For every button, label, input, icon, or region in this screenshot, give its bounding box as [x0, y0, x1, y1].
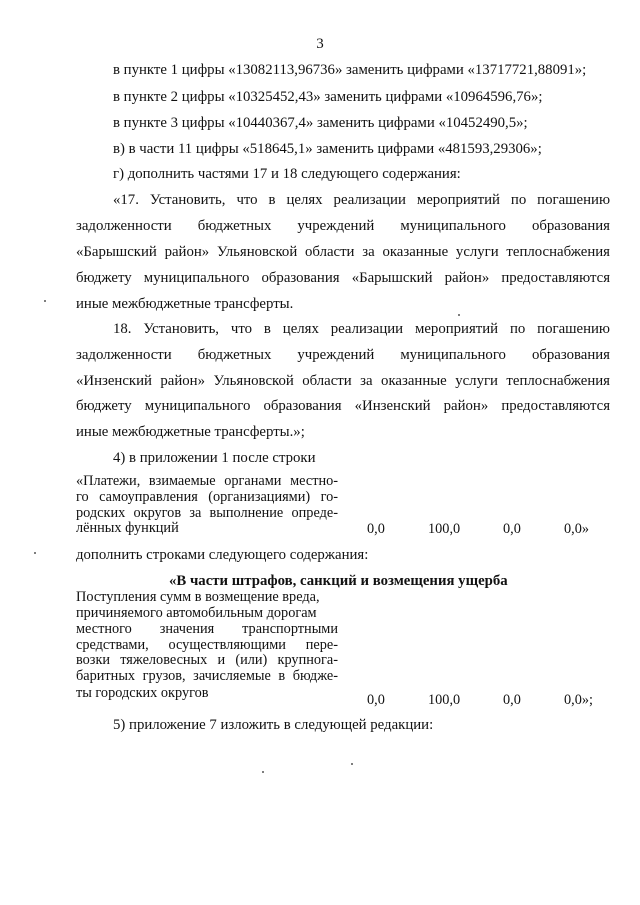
- row1-value-4: 0,0»: [564, 521, 590, 537]
- part17-line-5: иные межбюджетные трансферты.: [76, 296, 294, 312]
- row2-line-5: возки тяжеловесных и (или) крупнога-: [76, 652, 338, 668]
- row2-value-3: 0,0: [503, 692, 521, 708]
- amendment-line-3: в пункте 3 цифры «10440367,4» заменить цифрами «10452490,5»;: [113, 115, 528, 131]
- row1-value-3: 0,0: [503, 521, 521, 537]
- part17-line-1: «17. Установить, что в целях реализации мероприятий по погашению: [113, 192, 610, 208]
- scan-speck: [34, 552, 36, 554]
- amendment-line-1: в пункте 1 цифры «13082113,96736» заменить цифрами «13717721,88091»;: [113, 62, 587, 78]
- item-4-text: 4) в приложении 1 после строки: [113, 450, 316, 466]
- row2-line-4: средствами, осуществляющими пере-: [76, 637, 338, 653]
- row1-line-2: го самоуправления (организациями) го-: [76, 489, 338, 505]
- part18-line-1: 18. Установить, что в целях реализации мероприятий по погашению: [113, 321, 610, 337]
- page-number: 3: [316, 36, 324, 52]
- part18-line-3: «Инзенский район» Ульяновской области за оказанные услуги теплоснабжения: [76, 373, 610, 389]
- row2-value-4: 0,0»;: [564, 692, 593, 708]
- row2-value-2: 100,0: [428, 692, 461, 708]
- row1-line-4: лённых функций: [76, 520, 179, 536]
- scan-speck: [351, 763, 353, 765]
- row1-line-1: «Платежи, взимаемые органами местно-: [76, 473, 338, 489]
- row2-line-6: баритных грузов, зачисляемые в бюдже-: [76, 668, 338, 684]
- scan-speck: [458, 314, 460, 316]
- part18-line-2: задолженности бюджетных учреждений муниципального образования: [76, 347, 610, 363]
- scan-speck: [44, 300, 46, 302]
- part17-line-3: «Барышский район» Ульяновской области за оказанные услуги теплоснабжения: [76, 244, 610, 260]
- row1-value-2: 100,0: [428, 521, 461, 537]
- row2-value-1: 0,0: [367, 692, 385, 708]
- row1-value-1: 0,0: [367, 521, 385, 537]
- part18-line-4: бюджету муниципального образования «Инзенский район» предоставляются: [76, 398, 610, 414]
- amendment-line-4: в) в части 11 цифры «518645,1» заменить цифрами «481593,29306»;: [113, 141, 542, 157]
- section-heading: «В части штрафов, санкций и возмещения ущерба: [169, 573, 508, 589]
- supplement-text: дополнить строками следующего содержания:: [76, 547, 369, 563]
- row2-line-2: причиняемого автомобильным дорогам: [76, 605, 317, 621]
- item-5-text: 5) приложение 7 изложить в следующей редакции:: [113, 717, 434, 733]
- row2-line-7: ты городских округов: [76, 685, 209, 701]
- row1-line-3: родских округов за выполнение опреде-: [76, 505, 338, 521]
- part17-line-4: бюджету муниципального образования «Барышский район» предоставляются: [76, 270, 610, 286]
- row2-line-1: Поступления сумм в возмещение вреда,: [76, 589, 320, 605]
- amendment-line-5: г) дополнить частями 17 и 18 следующего содержания:: [113, 166, 461, 182]
- row2-line-3: местного значения транспортными: [76, 621, 338, 637]
- amendment-line-2: в пункте 2 цифры «10325452,43» заменить цифрами «10964596,76»;: [113, 89, 543, 105]
- part17-line-2: задолженности бюджетных учреждений муниципального образования: [76, 218, 610, 234]
- scan-speck: [262, 771, 264, 773]
- part18-line-5: иные межбюджетные трансферты.»;: [76, 424, 305, 440]
